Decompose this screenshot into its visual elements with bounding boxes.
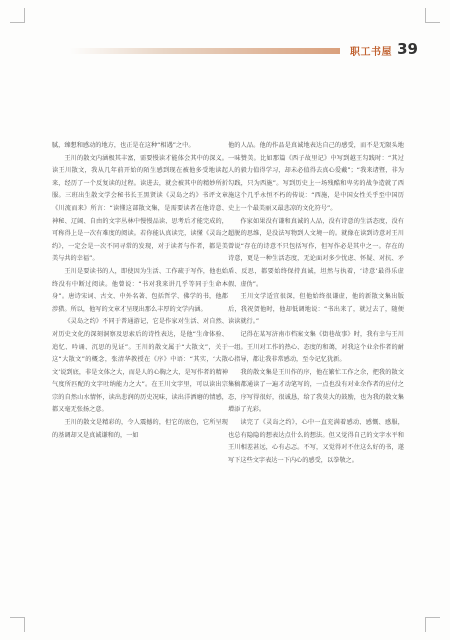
crop-mark-top-right bbox=[425, 8, 440, 23]
paragraph: 记得在某写济南市档案文集《街巷故事》时，我有幸与王川一组。王川对工作的热心、态度的和蔼，对我这个业余作者的耐心指导，都让我非常感动，至今记忆犹新。 bbox=[228, 330, 404, 364]
paragraph: 王川文学适宜很深，但他始终很谦虚，他的新散文集出版后，我祝贺他时，他却低调地说：“书出来了，就过去了，随便读读就行。” bbox=[228, 293, 404, 326]
crop-mark-bottom-left bbox=[10, 617, 25, 632]
left-text-column bbox=[52, 140, 228, 442]
paragraph: 王川是要读书的人，即使因为生活、工作疏于写作，他也始终没有中断过阅读。他曾说：“书对我来讲几乎等同于生命本身”。唐诗宋词、古文、中外名著、包括哲学、佛学的书，他都涉猎。所以，他写的文章才呈现出那么丰厚的文学内涵。 bbox=[52, 267, 228, 313]
crop-mark-top-left bbox=[10, 8, 25, 23]
paragraph: 腻，臻想和感动的地方，也正是在这种“相遇”之中。 bbox=[52, 142, 195, 149]
crop-mark-bottom-right bbox=[425, 617, 440, 632]
header-gradient-bar bbox=[70, 48, 340, 54]
paragraph: 读完了《灵岛之约》，心中一直充满着感动、感慨、感服，也总有隐隐的想表达点什么的想法。但又觉得自己的文字水平和王川相差甚远，心有忐忑。不写，又觉得对不住这么好的书，遂写下这些文字表达一下内心的感受，以拳敬之。 bbox=[228, 419, 404, 464]
paragraph: 他的人品。他的作品是真诚地表达自己的感受，而不是无限头地一味赞美。比如那篇《西子故里记》中写到越王勾践时：“其过人的毅力值得学习，却未必值得去真心爱戴”；“我来诸暨，非为勾践，只为西施”。写到历史上一场残酷和卑劣的战争造就了西施这个几乎永恒不朽的传说：“西施，是中国女性关乎至中国历史上一个最美丽又最悲凉的文化符号”。 bbox=[228, 142, 404, 212]
paragraph: 我的散文集是王川作的序，他在繁忙工作之余，把我的散文集稿都通读了一遍才动笔写的，一点也没有对业余作者的应付之态，序写得很好，很诚恳，给了我莫大的鼓励，也为我的散文集增添了光彩。 bbox=[228, 368, 404, 414]
paragraph: 王川的散文内涵极其丰富，需要慢读才能体会其中的深义。读王川散文，我从几年前开始的陌生感到现在被他多受地读起来，经历了一个反复读的过程。读进去，就会被其中的精妙所折服。三班出生散文学会秘书长王黑贤读《灵岛之约》书评文章《川流而来》所言：“读懂这部散文集，是需要读者在他诗意、神秘、辽阔、自由的文字丛林中慢慢品读、思考后才能完成的，可称得上是一次有难度的阅读。若你能认真读完，读懂《灵岛之约》，一定会是一次不同寻常的发现，对于读者与作者，都是美美与共的幸福”。 bbox=[52, 154, 228, 263]
page-number: 39 bbox=[397, 40, 418, 58]
section-title: 职工书屋 bbox=[350, 47, 392, 58]
right-text-column bbox=[228, 140, 404, 467]
paragraph: 王川的散文是精彩的，令人震撼的，但它的底色，它所呈现的基调却又是真诚谦和的，一如 bbox=[52, 419, 228, 439]
paragraph: 作家如果没有谦和真诚的人品，没有诗意的生活态度，没有超脱的思维，是没法写物到人文境一的。就像在读到诗意对王川曾说“存在的诗意不只包括写作，但写作必是其中之一。存在的诗意，更是一种生活态度，无论面对多少忧虑、怀疑、对抗、矛盾、反思，都要始终保持真诚，坦然与执着，‘诗意’最得乐虚假、虚伪”。 bbox=[228, 217, 404, 288]
paragraph: 《灵岛之约》不同于普通游记，它是作家对生活、对自然、对历史文化的深刻洞察及思索后的诗性表达，是他“生命体验、追忆、吟诵、沉思的见证”。王川的散文属于“大散文”，关于这“大散文”的概念，张清华教授在《序》中语：“其实，‘大散文’说到底，非是文体之大，而是人的心胸之大，是写作者的精神气度所匹配的文字吐纳能力之大”。在王川文字里，可以读出宗宗的自然山水情怀，读出悲润的历史况味，读出洋洒磨的情感，都又毫无张扬之意。 bbox=[52, 318, 228, 414]
page-header bbox=[0, 40, 450, 58]
